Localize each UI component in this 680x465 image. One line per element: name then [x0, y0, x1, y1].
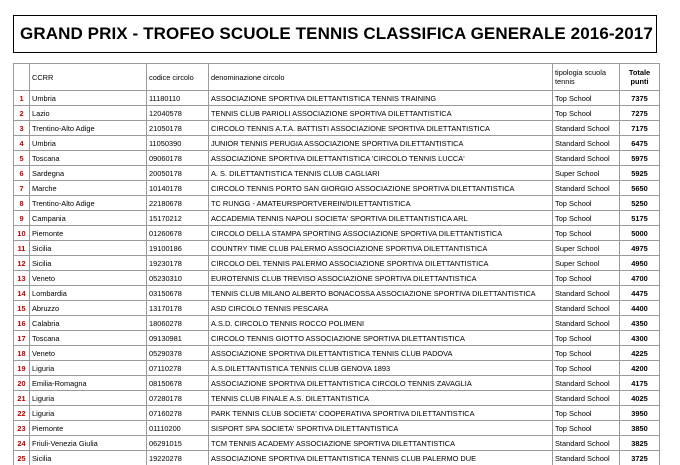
name-cell: ASSOCIAZIONE SPORTIVA DILETTANTISTICA CIRCOLO TENNIS ZAVAGLIA	[209, 376, 553, 391]
points-cell: 4175	[620, 376, 660, 391]
rank-cell: 15	[14, 301, 30, 316]
code-cell: 11180110	[147, 91, 209, 106]
type-cell: Super School	[553, 241, 620, 256]
type-cell: Top School	[553, 106, 620, 121]
rank-cell: 20	[14, 376, 30, 391]
header-type: tipologia scuola tennis	[553, 64, 620, 91]
ccrr-cell: Umbria	[30, 91, 147, 106]
name-cell: CIRCOLO DELLA STAMPA SPORTING ASSOCIAZIONE SPORTIVA DILETTANTISTICA	[209, 226, 553, 241]
header-code: codice circolo	[147, 64, 209, 91]
code-cell: 10140178	[147, 181, 209, 196]
ccrr-cell: Sicilia	[30, 256, 147, 271]
ccrr-cell: Lombardia	[30, 286, 147, 301]
rank-cell: 11	[14, 241, 30, 256]
type-cell: Standard School	[553, 136, 620, 151]
type-cell: Standard School	[553, 286, 620, 301]
name-cell: TENNIS CLUB MILANO ALBERTO BONACOSSA ASSOCIAZIONE SPORTIVA DILETTANTISTICA	[209, 286, 553, 301]
header-ccrr: CCRR	[30, 64, 147, 91]
name-cell: ASSOCIAZIONE SPORTIVA DILETTANTISTICA TENNIS TRAINING	[209, 91, 553, 106]
rank-cell: 25	[14, 451, 30, 465]
rank-cell: 2	[14, 106, 30, 121]
name-cell: A.S.DILETTANTISTICA TENNIS CLUB GENOVA 1893	[209, 361, 553, 376]
points-cell: 7175	[620, 121, 660, 136]
code-cell: 22180678	[147, 196, 209, 211]
ccrr-cell: Emilia-Romagna	[30, 376, 147, 391]
name-cell: CIRCOLO TENNIS GIOTTO ASSOCIAZIONE SPORTIVA DILETTANTISTICA	[209, 331, 553, 346]
table-row	[14, 151, 660, 166]
points-cell: 5650	[620, 181, 660, 196]
table-row	[14, 196, 660, 211]
name-cell: JUNIOR TENNIS PERUGIA ASSOCIAZIONE SPORTIVA DILETTANTISTICA	[209, 136, 553, 151]
name-cell: SISPORT SPA SOCIETA' SPORTIVA DILETTANTISTICA	[209, 421, 553, 436]
rank-cell: 17	[14, 331, 30, 346]
name-cell: A. S. DILETTANTISTICA TENNIS CLUB CAGLIARI	[209, 166, 553, 181]
name-cell: CIRCOLO TENNIS PORTO SAN GIORGIO ASSOCIAZIONE SPORTIVA DILETTANTISTICA	[209, 181, 553, 196]
rank-cell: 7	[14, 181, 30, 196]
rank-cell: 8	[14, 196, 30, 211]
points-cell: 7275	[620, 106, 660, 121]
table-row	[14, 256, 660, 271]
type-cell: Top School	[553, 331, 620, 346]
ccrr-cell: Umbria	[30, 136, 147, 151]
points-cell: 7375	[620, 91, 660, 106]
table-row	[14, 391, 660, 406]
rank-cell: 10	[14, 226, 30, 241]
name-cell: PARK TENNIS CLUB SOCIETA' COOPERATIVA SPORTIVA DILETTANTISTICA	[209, 406, 553, 421]
ccrr-cell: Sicilia	[30, 241, 147, 256]
code-cell: 07160278	[147, 406, 209, 421]
ccrr-cell: Liguria	[30, 406, 147, 421]
name-cell: CIRCOLO DEL TENNIS PALERMO ASSOCIAZIONE SPORTIVA DILETTANTISTICA	[209, 256, 553, 271]
code-cell: 15170212	[147, 211, 209, 226]
ccrr-cell: Liguria	[30, 361, 147, 376]
code-cell: 01110200	[147, 421, 209, 436]
name-cell: ACCADEMIA TENNIS NAPOLI SOCIETA' SPORTIVA DILETTANTISTICA ARL	[209, 211, 553, 226]
header-total: Totale punti	[620, 64, 660, 91]
table-row	[14, 226, 660, 241]
code-cell: 12040578	[147, 106, 209, 121]
type-cell: Top School	[553, 226, 620, 241]
ccrr-cell: Toscana	[30, 151, 147, 166]
code-cell: 19220278	[147, 451, 209, 465]
points-cell: 3825	[620, 436, 660, 451]
ccrr-cell: Piemonte	[30, 226, 147, 241]
page-title: GRAND PRIX - TROFEO SCUOLE TENNIS CLASSIFICA GENERALE 2016-2017	[20, 24, 653, 44]
name-cell: TCM TENNIS ACADEMY ASSOCIAZIONE SPORTIVA DILETTANTISTICA	[209, 436, 553, 451]
ccrr-cell: Calabria	[30, 316, 147, 331]
type-cell: Top School	[553, 361, 620, 376]
table-row	[14, 331, 660, 346]
name-cell: COUNTRY TIME CLUB PALERMO ASSOCIAZIONE SPORTIVA DILETTANTISTICA	[209, 241, 553, 256]
table-row	[14, 301, 660, 316]
header-name: denominazione circolo	[209, 64, 553, 91]
code-cell: 01260678	[147, 226, 209, 241]
table-body	[14, 91, 660, 465]
type-cell: Top School	[553, 271, 620, 286]
rank-cell: 21	[14, 391, 30, 406]
points-cell: 3950	[620, 406, 660, 421]
ccrr-cell: Sicilia	[30, 451, 147, 465]
points-cell: 5000	[620, 226, 660, 241]
code-cell: 09130981	[147, 331, 209, 346]
rank-cell: 13	[14, 271, 30, 286]
name-cell: CIRCOLO TENNIS A.T.A. BATTISTI ASSOCIAZIONE SPORTIVA DILETTANTISTICA	[209, 121, 553, 136]
code-cell: 06291015	[147, 436, 209, 451]
name-cell: EUROTENNIS CLUB TREVISO ASSOCIAZIONE SPORTIVA DILETTANTISTICA	[209, 271, 553, 286]
table-row	[14, 271, 660, 286]
rank-cell: 22	[14, 406, 30, 421]
table-row	[14, 421, 660, 436]
rank-cell: 4	[14, 136, 30, 151]
type-cell: Top School	[553, 196, 620, 211]
points-cell: 4200	[620, 361, 660, 376]
points-cell: 4975	[620, 241, 660, 256]
ccrr-cell: Marche	[30, 181, 147, 196]
rank-cell: 5	[14, 151, 30, 166]
ccrr-cell: Toscana	[30, 331, 147, 346]
points-cell: 4350	[620, 316, 660, 331]
type-cell: Standard School	[553, 391, 620, 406]
type-cell: Standard School	[553, 181, 620, 196]
rank-cell: 14	[14, 286, 30, 301]
ranking-table	[13, 63, 660, 465]
type-cell: Top School	[553, 406, 620, 421]
name-cell: TC RUNGG - AMATEURSPORTVEREIN/DILETTANTISTICA	[209, 196, 553, 211]
code-cell: 21050178	[147, 121, 209, 136]
table-row	[14, 181, 660, 196]
points-cell: 4025	[620, 391, 660, 406]
code-cell: 05230310	[147, 271, 209, 286]
title-box	[13, 15, 657, 53]
points-cell: 6475	[620, 136, 660, 151]
code-cell: 05290378	[147, 346, 209, 361]
table-row	[14, 121, 660, 136]
code-cell: 13170178	[147, 301, 209, 316]
code-cell: 19230178	[147, 256, 209, 271]
type-cell: Standard School	[553, 451, 620, 465]
type-cell: Top School	[553, 346, 620, 361]
table-row	[14, 451, 660, 465]
table-row	[14, 91, 660, 106]
type-cell: Standard School	[553, 301, 620, 316]
table-row	[14, 166, 660, 181]
rank-cell: 3	[14, 121, 30, 136]
name-cell: ASD CIRCOLO TENNIS PESCARA	[209, 301, 553, 316]
rank-cell: 1	[14, 91, 30, 106]
ccrr-cell: Veneto	[30, 346, 147, 361]
table-row	[14, 316, 660, 331]
code-cell: 11050390	[147, 136, 209, 151]
name-cell: TENNIS CLUB FINALE A.S. DILETTANTISTICA	[209, 391, 553, 406]
table-row	[14, 361, 660, 376]
name-cell: ASSOCIAZIONE SPORTIVA DILETTANTISTICA TENNIS CLUB PALERMO DUE	[209, 451, 553, 465]
points-cell: 5250	[620, 196, 660, 211]
table-row	[14, 376, 660, 391]
table-row	[14, 436, 660, 451]
points-cell: 4950	[620, 256, 660, 271]
table-row	[14, 106, 660, 121]
points-cell: 3850	[620, 421, 660, 436]
table-row	[14, 346, 660, 361]
ccrr-cell: Campania	[30, 211, 147, 226]
ccrr-cell: Trentino-Alto Adige	[30, 196, 147, 211]
name-cell: ASSOCIAZIONE SPORTIVA DILETTANTISTICA 'CIRCOLO TENNIS LUCCA'	[209, 151, 553, 166]
type-cell: Standard School	[553, 436, 620, 451]
code-cell: 20050178	[147, 166, 209, 181]
points-cell: 5925	[620, 166, 660, 181]
rank-cell: 24	[14, 436, 30, 451]
header-row	[14, 64, 660, 91]
header-index	[14, 64, 30, 91]
ccrr-cell: Veneto	[30, 271, 147, 286]
points-cell: 4700	[620, 271, 660, 286]
rank-cell: 23	[14, 421, 30, 436]
rank-cell: 16	[14, 316, 30, 331]
code-cell: 07280178	[147, 391, 209, 406]
table-row	[14, 241, 660, 256]
ccrr-cell: Sardegna	[30, 166, 147, 181]
rank-cell: 9	[14, 211, 30, 226]
table-row	[14, 286, 660, 301]
name-cell: ASSOCIAZIONE SPORTIVA DILETTANTISTICA TENNIS CLUB PADOVA	[209, 346, 553, 361]
code-cell: 03150678	[147, 286, 209, 301]
points-cell: 5975	[620, 151, 660, 166]
table-row	[14, 211, 660, 226]
rank-cell: 6	[14, 166, 30, 181]
type-cell: Standard School	[553, 121, 620, 136]
ccrr-cell: Friuli-Venezia Giulia	[30, 436, 147, 451]
code-cell: 09060178	[147, 151, 209, 166]
points-cell: 4475	[620, 286, 660, 301]
points-cell: 5175	[620, 211, 660, 226]
ccrr-cell: Liguria	[30, 391, 147, 406]
type-cell: Standard School	[553, 376, 620, 391]
code-cell: 07110278	[147, 361, 209, 376]
table-row	[14, 406, 660, 421]
code-cell: 19100186	[147, 241, 209, 256]
type-cell: Top School	[553, 421, 620, 436]
type-cell: Top School	[553, 211, 620, 226]
ccrr-cell: Trentino-Alto Adige	[30, 121, 147, 136]
code-cell: 18060278	[147, 316, 209, 331]
points-cell: 4300	[620, 331, 660, 346]
ccrr-cell: Lazio	[30, 106, 147, 121]
points-cell: 4225	[620, 346, 660, 361]
rank-cell: 18	[14, 346, 30, 361]
code-cell: 08150678	[147, 376, 209, 391]
table-row	[14, 136, 660, 151]
type-cell: Super School	[553, 166, 620, 181]
type-cell: Super School	[553, 256, 620, 271]
points-cell: 3725	[620, 451, 660, 465]
points-cell: 4400	[620, 301, 660, 316]
rank-cell: 19	[14, 361, 30, 376]
name-cell: A.S.D. CIRCOLO TENNIS ROCCO POLIMENI	[209, 316, 553, 331]
rank-cell: 12	[14, 256, 30, 271]
type-cell: Standard School	[553, 316, 620, 331]
type-cell: Top School	[553, 91, 620, 106]
name-cell: TENNIS CLUB PARIOLI ASSOCIAZIONE SPORTIVA DILETTANTISTICA	[209, 106, 553, 121]
type-cell: Standard School	[553, 151, 620, 166]
ccrr-cell: Piemonte	[30, 421, 147, 436]
ccrr-cell: Abruzzo	[30, 301, 147, 316]
